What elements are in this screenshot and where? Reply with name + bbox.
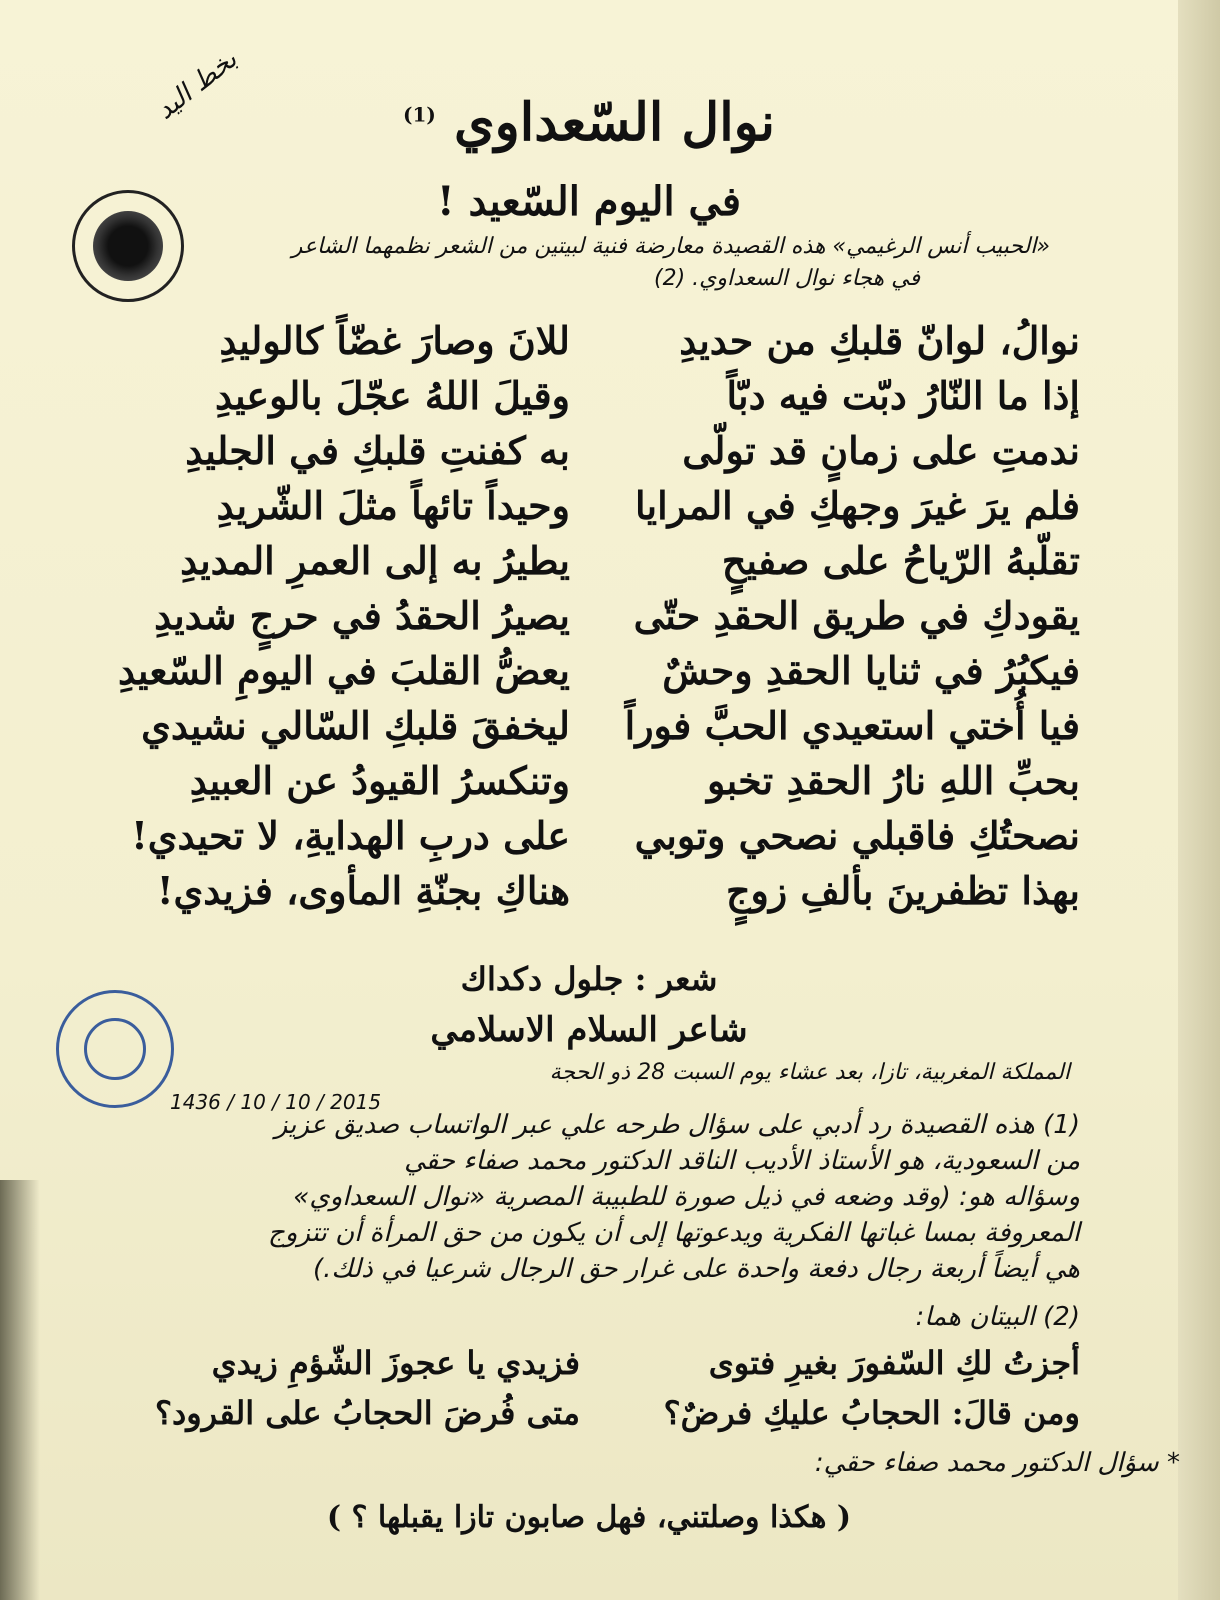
note1-line-5: هي أيضاً أربعة رجال دفعة واحدة على غرار حق الرجال شرعيا في ذلك.) (312, 1254, 1080, 1284)
verse-right-11: بهذا تظفرينَ بألفِ زوجٍ (725, 868, 1080, 913)
verse-left-6: يصيرُ الحقدُ في حرجٍ شديدِ (154, 593, 570, 638)
bayt-right-2: ومن قالَ: الحجابُ عليكِ فرضٌ؟ (663, 1394, 1080, 1432)
intro-line-2: في هجاء نوال السعداوي. (2) (654, 266, 920, 291)
verse-right-7: فيكبُرُ في ثنايا الحقدِ وحشٌ (662, 648, 1080, 693)
asterisk-note: * سؤال الدكتور محمد صفاء حقي: (814, 1448, 1180, 1478)
verse-left-5: يطيرُ به إلى العمرِ المديدِ (180, 538, 570, 583)
verse-left-7: يعضُّ القلبَ في اليومِ السّعيدِ (117, 648, 570, 693)
verse-right-6: يقودكِ في طريق الحقدِ حتّى (633, 593, 1080, 638)
verse-right-9: بحبِّ اللهِ نارُ الحقدِ تخبو (707, 758, 1080, 803)
round-stamp-icon (72, 190, 184, 302)
poet-title: شاعر السلام الاسلامي (430, 1010, 748, 1050)
page-subtitle: في اليوم السّعيد ! (437, 178, 741, 225)
verse-left-1: للانَ وصارَ غضّاً كالوليدِ (219, 318, 570, 363)
note1-line-2: من السعودية، هو الأستاذ الأديب الناقد الدكتور محمد صفاء حقي (404, 1146, 1080, 1176)
page-edge (1178, 0, 1220, 1600)
verse-right-8: فيا أُختي استعيدي الحبَّ فوراً (624, 703, 1080, 748)
note1-line-1: (1) هذه القصيدة رد أدبي على سؤال طرحه علي عبر الواتساب صديق عزيز (274, 1110, 1080, 1140)
verse-right-2: إذا ما النّارُ دبّت فيه دبّاً (726, 373, 1080, 418)
verse-right-10: نصحتُكِ فاقبلي نصحي وتوبي (634, 813, 1080, 858)
verse-left-10: على دربِ الهدايةِ، لا تحيدي! (131, 813, 570, 858)
closing-question: ( هكذا وصلتني، فهل صابون تازا يقبلها ؟ ) (326, 1500, 852, 1535)
verse-right-5: تقلّبهُ الرّياحُ على صفيحٍ (721, 538, 1080, 583)
verse-left-2: وقيلَ اللهُ عجّلَ بالوعيدِ (215, 373, 570, 418)
title-text: نوال السّعداوي (453, 92, 775, 153)
intro-line-1: «الحبيب أنس الرغيمي» هذه القصيدة معارضة فنية لبيتين من الشعر نظمهما الشاعر (291, 234, 1050, 259)
verse-left-11: هناكِ بجنّةِ المأوى، فزيدي! (156, 868, 570, 913)
verse-left-8: ليخفقَ قلبكِ السّالي نشيدي (141, 703, 570, 748)
note1-line-3: وسؤاله هو: (وقد وضعه في ذيل صورة للطبيبة المصرية «نوال السعداوي» (293, 1182, 1080, 1212)
blue-seal-icon (56, 990, 174, 1108)
bayt-left-2: متى فُرضَ الحجابُ على القرود؟ (154, 1394, 580, 1432)
verse-right-1: نوالُ، لوانّ قلبكِ من حديدِ (679, 318, 1080, 363)
verse-left-3: به كفنتِ قلبكِ في الجليدِ (185, 428, 570, 473)
page-shadow (0, 1180, 40, 1600)
poem-date: 1436 / 10 / 10 / 2015 (170, 1090, 382, 1114)
bayt-left-1: فزيدي يا عجوزَ الشّؤمِ زيدي (211, 1344, 580, 1382)
note1-line-4: المعروفة بمسا غباتها الفكرية ويدعوتها إلى أن يكون من حق المرأة أن تتزوج (268, 1218, 1080, 1248)
verse-left-4: وحيداً تائهاً مثلَ الشّريدِ (216, 483, 570, 528)
verse-right-3: ندمتِ على زمانٍ قد تولّى (682, 428, 1080, 473)
verse-right-4: فلم يرَ غيرَ وجهكِ في المرايا (634, 483, 1080, 528)
poet-name: شعر : جلول دكداك (460, 960, 718, 998)
bayt-right-1: أجزتُ لكِ السّفورَ بغيرِ فتوى (708, 1344, 1080, 1382)
poet-place: المملكة المغربية، تازا، بعد عشاء يوم السبت 28 ذو الحجة (549, 1060, 1070, 1085)
title-footnote-ref: (1) (403, 102, 436, 127)
note2-label: (2) البيتان هما: (915, 1302, 1080, 1332)
verse-left-9: وتنكسرُ القيودُ عن العبيدِ (189, 758, 570, 803)
page-title (0, 92, 1178, 153)
signature: بخط اليد (150, 44, 243, 126)
